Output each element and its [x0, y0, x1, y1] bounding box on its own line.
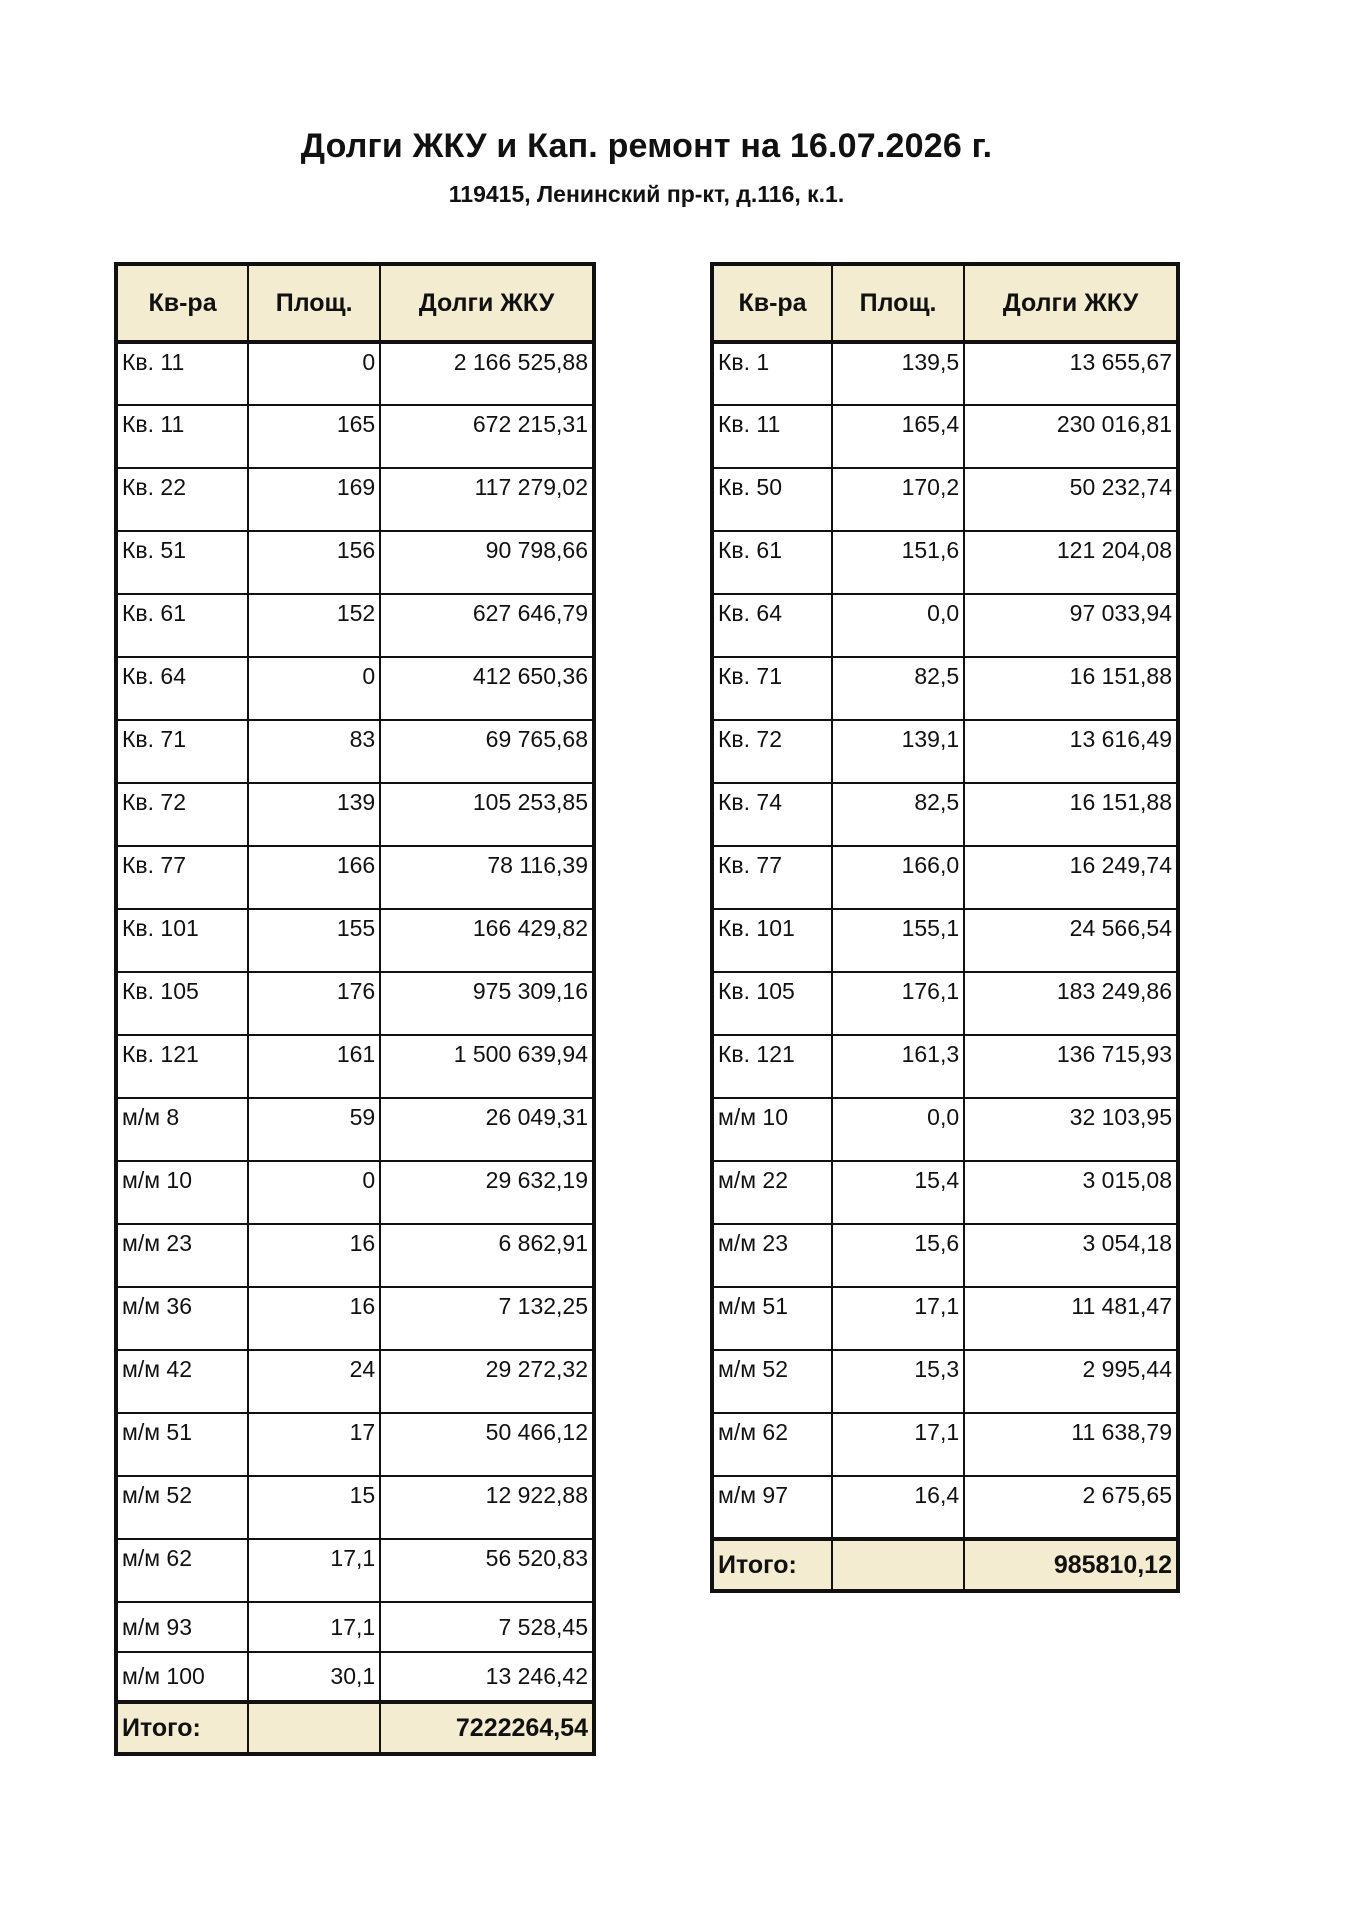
apt-cell: Кв. 50: [712, 468, 832, 531]
debt-cell: 412 650,36: [380, 657, 594, 720]
debt-cell: 2 995,44: [964, 1350, 1178, 1413]
table-row: [116, 1287, 594, 1350]
debt-cell: 29 272,32: [380, 1350, 594, 1413]
area-cell: 17,1: [248, 1539, 380, 1602]
area-cell: 166: [248, 846, 380, 909]
debt-cell: 121 204,08: [964, 531, 1178, 594]
area-cell: 15: [248, 1476, 380, 1539]
table-row: [712, 846, 1178, 909]
debt-cell: 11 481,47: [964, 1287, 1178, 1350]
table-row: [116, 594, 594, 657]
col-header-apt: Кв-ра: [712, 264, 832, 342]
area-cell: 139,1: [832, 720, 964, 783]
apt-cell: м/м 23: [116, 1224, 248, 1287]
apt-cell: Кв. 105: [712, 972, 832, 1035]
apt-cell: м/м 52: [116, 1476, 248, 1539]
area-cell: 16,4: [832, 1476, 964, 1539]
area-cell: 24: [248, 1350, 380, 1413]
debt-cell: 26 049,31: [380, 1098, 594, 1161]
debt-cell: 50 232,74: [964, 468, 1178, 531]
area-cell: 82,5: [832, 657, 964, 720]
table-row: [712, 405, 1178, 468]
table-row: [116, 846, 594, 909]
table-row: [712, 1224, 1178, 1287]
header-row: [712, 264, 1178, 342]
debt-cell: 50 466,12: [380, 1413, 594, 1476]
area-cell: 0: [248, 657, 380, 720]
area-cell: 169: [248, 468, 380, 531]
col-header-area: Площ.: [248, 264, 380, 342]
table-row: [712, 909, 1178, 972]
area-cell: 16: [248, 1287, 380, 1350]
apt-cell: Кв. 11: [116, 342, 248, 405]
debt-cell: 16 151,88: [964, 783, 1178, 846]
area-cell: 15,3: [832, 1350, 964, 1413]
table-row: [116, 1602, 594, 1652]
apt-cell: м/м 52: [712, 1350, 832, 1413]
area-cell: 165,4: [832, 405, 964, 468]
left-debt-table: [114, 262, 596, 1756]
area-cell: 0,0: [832, 594, 964, 657]
apt-cell: Кв. 1: [712, 342, 832, 405]
apt-cell: Кв. 121: [116, 1035, 248, 1098]
apt-cell: Кв. 101: [116, 909, 248, 972]
area-cell: 17,1: [248, 1602, 380, 1652]
apt-cell: Кв. 51: [116, 531, 248, 594]
debt-cell: 32 103,95: [964, 1098, 1178, 1161]
apt-cell: Кв. 72: [712, 720, 832, 783]
table-row: [712, 1413, 1178, 1476]
debt-cell: 78 116,39: [380, 846, 594, 909]
table-row: [116, 1035, 594, 1098]
area-cell: 155: [248, 909, 380, 972]
area-cell: 59: [248, 1098, 380, 1161]
apt-cell: м/м 62: [712, 1413, 832, 1476]
table-row: [712, 783, 1178, 846]
area-cell: 16: [248, 1224, 380, 1287]
table-row: [712, 1161, 1178, 1224]
apt-cell: Кв. 101: [712, 909, 832, 972]
debt-cell: 2 675,65: [964, 1476, 1178, 1539]
apt-cell: м/м 36: [116, 1287, 248, 1350]
debt-cell: 7 132,25: [380, 1287, 594, 1350]
area-cell: 0,0: [832, 1098, 964, 1161]
table-row: [116, 657, 594, 720]
debt-cell: 230 016,81: [964, 405, 1178, 468]
area-cell: 0: [248, 342, 380, 405]
debt-cell: 69 765,68: [380, 720, 594, 783]
table-row: [116, 972, 594, 1035]
debt-cell: 627 646,79: [380, 594, 594, 657]
apt-cell: м/м 23: [712, 1224, 832, 1287]
debt-cell: 56 520,83: [380, 1539, 594, 1602]
table-row: [712, 594, 1178, 657]
area-cell: 170,2: [832, 468, 964, 531]
total-row: [116, 1702, 594, 1754]
debt-cell: 183 249,86: [964, 972, 1178, 1035]
debt-cell: 166 429,82: [380, 909, 594, 972]
col-header-debt: Долги ЖКУ: [964, 264, 1178, 342]
debt-cell: 1 500 639,94: [380, 1035, 594, 1098]
apt-cell: м/м 51: [712, 1287, 832, 1350]
table-row: [712, 1350, 1178, 1413]
table-row: [712, 720, 1178, 783]
area-cell: 155,1: [832, 909, 964, 972]
area-cell: 156: [248, 531, 380, 594]
table-row: [116, 1161, 594, 1224]
apt-cell: Кв. 61: [712, 531, 832, 594]
table-row: [712, 972, 1178, 1035]
apt-cell: Кв. 105: [116, 972, 248, 1035]
debt-cell: 7 528,45: [380, 1602, 594, 1652]
total-value: 7222264,54: [380, 1702, 594, 1754]
address-subtitle: 119415, Ленинский пр-кт, д.116, к.1.: [448, 181, 845, 207]
area-cell: 152: [248, 594, 380, 657]
debt-cell: 105 253,85: [380, 783, 594, 846]
area-cell: 0: [248, 1161, 380, 1224]
debt-cell: 3 015,08: [964, 1161, 1178, 1224]
total-area-empty: [832, 1539, 964, 1591]
table-row: [116, 909, 594, 972]
area-cell: 17,1: [832, 1287, 964, 1350]
debt-cell: 2 166 525,88: [380, 342, 594, 405]
apt-cell: Кв. 71: [712, 657, 832, 720]
table-row: [712, 1287, 1178, 1350]
debt-cell: 97 033,94: [964, 594, 1178, 657]
apt-cell: Кв. 71: [116, 720, 248, 783]
apt-cell: м/м 100: [116, 1652, 248, 1702]
area-cell: 17: [248, 1413, 380, 1476]
apt-cell: Кв. 64: [116, 657, 248, 720]
table-row: [116, 1413, 594, 1476]
apt-cell: Кв. 22: [116, 468, 248, 531]
total-label: Итого:: [712, 1539, 832, 1591]
table-row: [712, 1098, 1178, 1161]
area-cell: 139,5: [832, 342, 964, 405]
debt-cell: 90 798,66: [380, 531, 594, 594]
apt-cell: м/м 8: [116, 1098, 248, 1161]
table-row: [116, 531, 594, 594]
right-debt-table: [710, 262, 1180, 1593]
table-row: [116, 1224, 594, 1287]
area-cell: 166,0: [832, 846, 964, 909]
debt-cell: 11 638,79: [964, 1413, 1178, 1476]
table-row: [116, 342, 594, 405]
apt-cell: Кв. 77: [712, 846, 832, 909]
apt-cell: м/м 22: [712, 1161, 832, 1224]
debt-cell: 12 922,88: [380, 1476, 594, 1539]
area-cell: 15,6: [832, 1224, 964, 1287]
debt-cell: 24 566,54: [964, 909, 1178, 972]
apt-cell: Кв. 61: [116, 594, 248, 657]
table-row: [116, 1476, 594, 1539]
debt-cell: 16 249,74: [964, 846, 1178, 909]
debt-cell: 975 309,16: [380, 972, 594, 1035]
area-cell: 165: [248, 405, 380, 468]
apt-cell: Кв. 121: [712, 1035, 832, 1098]
area-cell: 15,4: [832, 1161, 964, 1224]
apt-cell: Кв. 11: [116, 405, 248, 468]
table-row: [712, 468, 1178, 531]
area-cell: 161: [248, 1035, 380, 1098]
apt-cell: Кв. 77: [116, 846, 248, 909]
table-row: [116, 783, 594, 846]
total-value: 985810,12: [964, 1539, 1178, 1591]
debt-cell: 13 616,49: [964, 720, 1178, 783]
col-header-area: Площ.: [832, 264, 964, 342]
col-header-apt: Кв-ра: [116, 264, 248, 342]
apt-cell: Кв. 74: [712, 783, 832, 846]
table-row: [116, 1350, 594, 1413]
apt-cell: м/м 10: [116, 1161, 248, 1224]
area-cell: 161,3: [832, 1035, 964, 1098]
table-row: [712, 342, 1178, 405]
table-row: [116, 468, 594, 531]
area-cell: 176: [248, 972, 380, 1035]
apt-cell: м/м 51: [116, 1413, 248, 1476]
total-label: Итого:: [116, 1702, 248, 1754]
area-cell: 17,1: [832, 1413, 964, 1476]
apt-cell: Кв. 64: [712, 594, 832, 657]
area-cell: 176,1: [832, 972, 964, 1035]
table-row: [712, 657, 1178, 720]
debt-cell: 29 632,19: [380, 1161, 594, 1224]
apt-cell: м/м 10: [712, 1098, 832, 1161]
debt-cell: 16 151,88: [964, 657, 1178, 720]
table-row: [116, 1539, 594, 1602]
table-row: [116, 405, 594, 468]
debt-cell: 3 054,18: [964, 1224, 1178, 1287]
debt-cell: 117 279,02: [380, 468, 594, 531]
debt-cell: 13 246,42: [380, 1652, 594, 1702]
debt-cell: 6 862,91: [380, 1224, 594, 1287]
area-cell: 151,6: [832, 531, 964, 594]
area-cell: 139: [248, 783, 380, 846]
table-row: [712, 1476, 1178, 1539]
col-header-debt: Долги ЖКУ: [380, 264, 594, 342]
area-cell: 83: [248, 720, 380, 783]
area-cell: 82,5: [832, 783, 964, 846]
header-row: [116, 264, 594, 342]
debt-cell: 672 215,31: [380, 405, 594, 468]
total-area-empty: [248, 1702, 380, 1754]
table-row: [116, 1652, 594, 1702]
debt-cell: 136 715,93: [964, 1035, 1178, 1098]
table-row: [116, 1098, 594, 1161]
table-row: [116, 720, 594, 783]
apt-cell: м/м 97: [712, 1476, 832, 1539]
table-row: [712, 1035, 1178, 1098]
apt-cell: м/м 93: [116, 1602, 248, 1652]
apt-cell: Кв. 11: [712, 405, 832, 468]
total-row: [712, 1539, 1178, 1591]
debt-cell: 13 655,67: [964, 342, 1178, 405]
area-cell: 30,1: [248, 1652, 380, 1702]
apt-cell: Кв. 72: [116, 783, 248, 846]
apt-cell: м/м 62: [116, 1539, 248, 1602]
table-row: [712, 531, 1178, 594]
apt-cell: м/м 42: [116, 1350, 248, 1413]
page-title: Долги ЖКУ и Кап. ремонт на 16.07.2026 г.: [300, 127, 993, 165]
